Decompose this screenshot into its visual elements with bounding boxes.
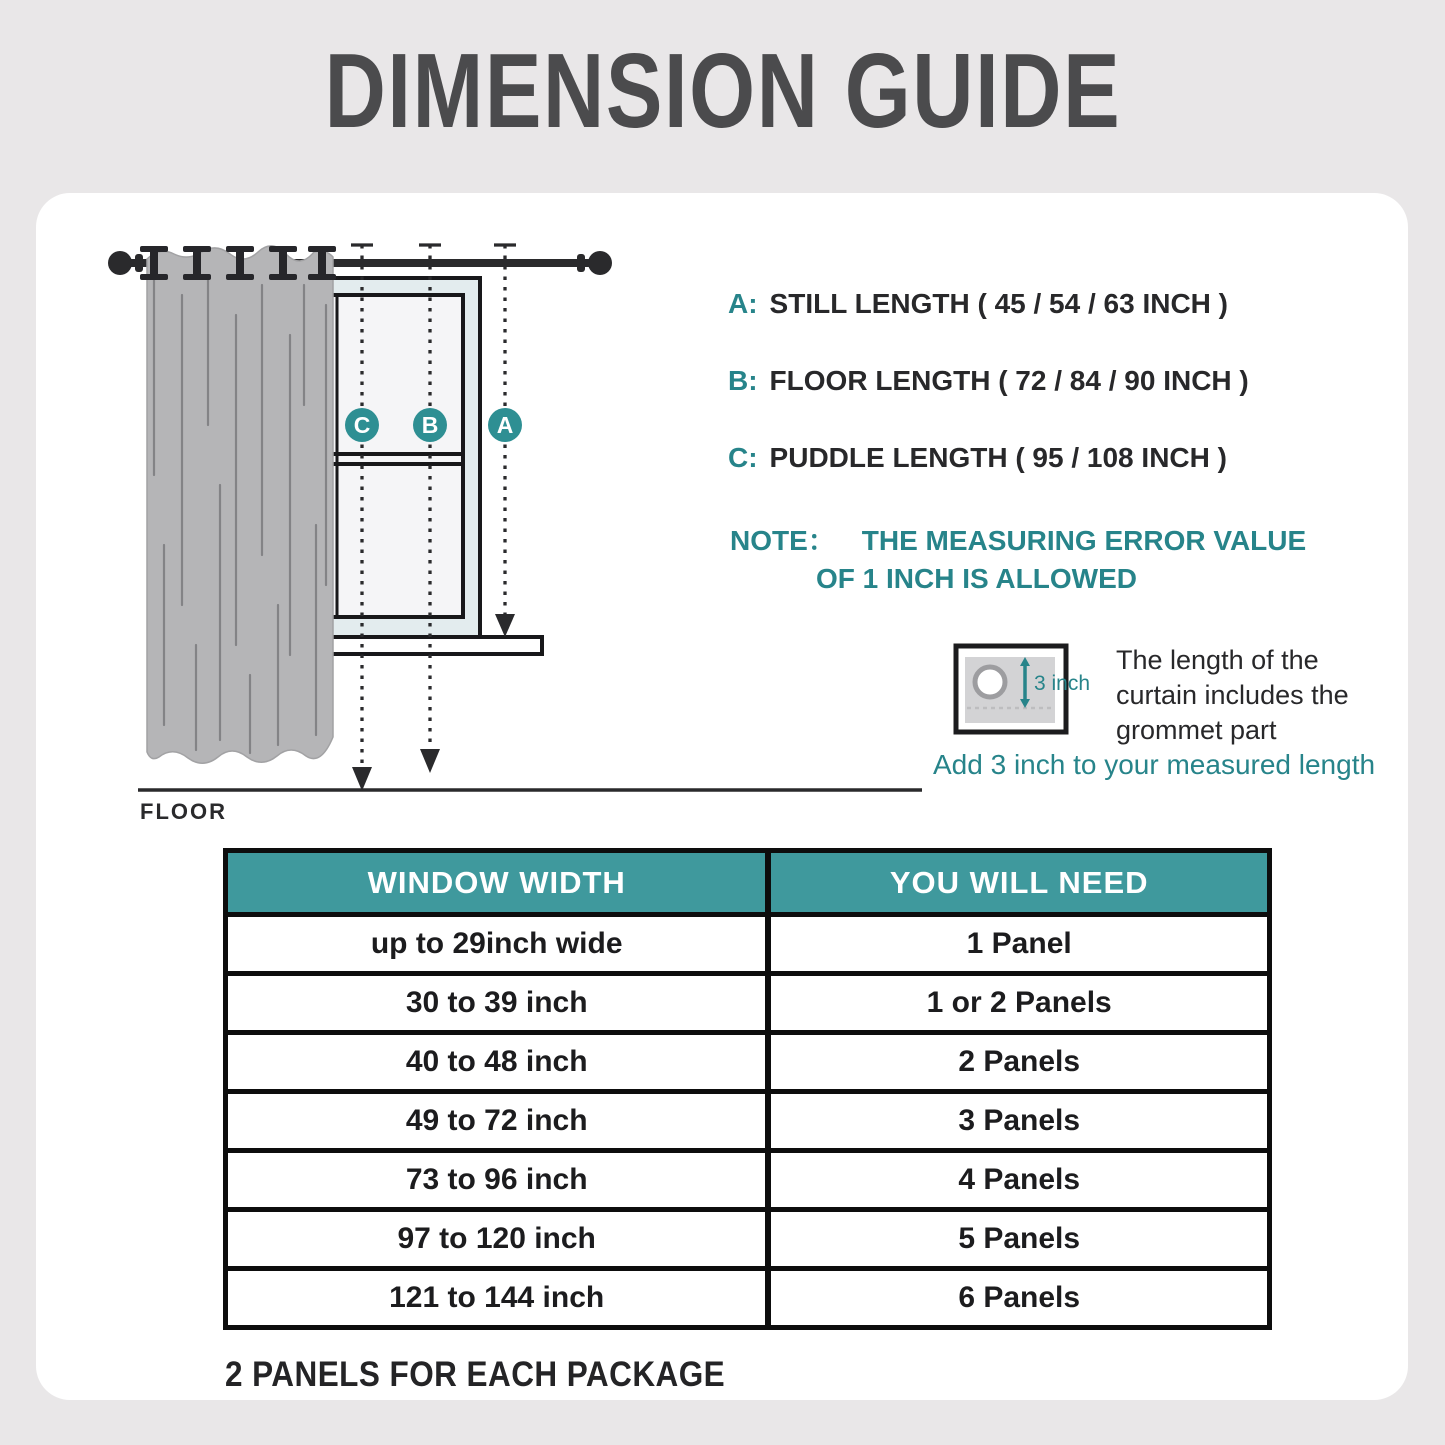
length-spec-a [728,288,1228,320]
marker-c [345,408,379,442]
cell-you-will-need: 1 Panel [768,915,1269,974]
cell-you-will-need: 4 Panels [768,1151,1269,1210]
grommet-ring-icon [975,667,1005,697]
grommet-description: The length of the curtain includes the grommet part [1116,645,1349,746]
length-spec-b [728,365,1249,397]
cell-window-width: 49 to 72 inch [226,1092,769,1151]
cell-window-width: 40 to 48 inch [226,1033,769,1092]
length-spec-b-text: FLOOR LENGTH ( 72 / 84 / 90 INCH ) [769,365,1249,396]
content-panel [36,193,1408,1400]
length-spec-a-text: STILL LENGTH ( 45 / 54 / 63 INCH ) [769,288,1229,319]
table-row [226,1151,1270,1210]
note-text-1: THE MEASURING ERROR VALUE [861,525,1307,556]
grommet-tip: Add 3 inch to your measured length [933,749,1376,780]
cell-window-width: up to 29inch wide [226,915,769,974]
page-title-text: DIMENSION GUIDE [324,32,1121,150]
three-inch-label: 3 inch [1034,672,1091,695]
table-row [226,915,1270,974]
cell-window-width: 73 to 96 inch [226,1151,769,1210]
cell-window-width: 97 to 120 inch [226,1210,769,1269]
cell-you-will-need: 2 Panels [768,1033,1269,1092]
table-row [226,1210,1270,1269]
header-you-will-need: YOU WILL NEED [768,851,1269,915]
table-row [226,974,1270,1033]
note-label: NOTE： [730,525,836,556]
cell-you-will-need: 1 or 2 Panels [768,974,1269,1033]
table-row [226,1033,1270,1092]
svg-text:C: C [353,412,371,438]
note-line-1 [730,519,1306,559]
length-spec-c-text: PUDDLE LENGTH ( 95 / 108 INCH ) [769,442,1227,473]
panel-size-table [223,848,1272,1330]
header-window-width: WINDOW WIDTH [226,851,769,915]
length-spec-a-letter: A: [728,288,758,319]
svg-text:B: B [421,412,439,438]
marker-a [488,408,522,442]
floor-label: FLOOR [140,799,227,824]
svg-text:A: A [496,412,514,438]
package-footnote: 2 PANELS FOR EACH PACKAGE [225,1355,726,1394]
length-spec-c-letter: C: [728,442,758,473]
cell-you-will-need: 3 Panels [768,1092,1269,1151]
note-line-2: OF 1 INCH IS ALLOWED [816,563,1137,594]
table-row [226,1092,1270,1151]
table-row [226,1269,1270,1328]
curtain [147,246,333,763]
length-spec-b-letter: B: [728,365,758,396]
cell-you-will-need: 5 Panels [768,1210,1269,1269]
cell-window-width: 30 to 39 inch [226,974,769,1033]
page-title [0,32,1445,150]
length-spec-c [728,442,1227,474]
cell-window-width: 121 to 144 inch [226,1269,769,1328]
marker-b [413,408,447,442]
table-header-row [226,851,1270,915]
cell-you-will-need: 6 Panels [768,1269,1269,1328]
